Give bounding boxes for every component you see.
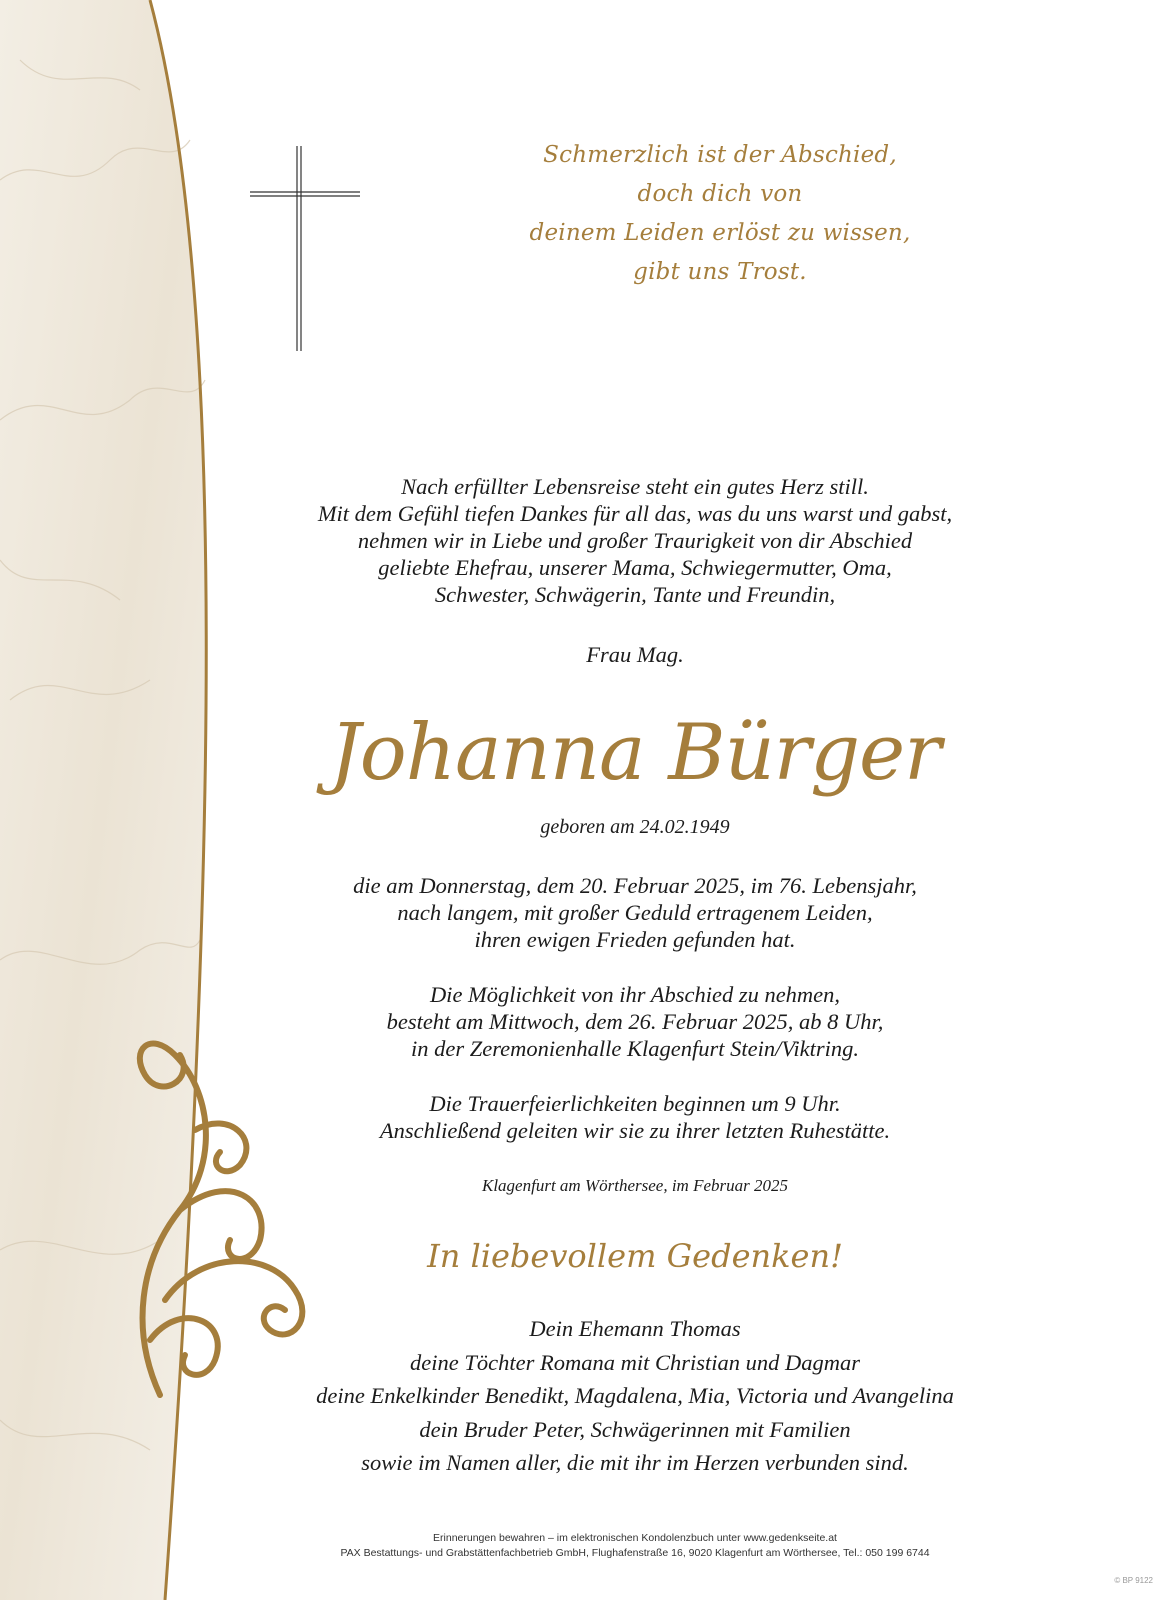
intro-line: Nach erfüllter Lebensreise steht ein gutes Herz still. [401,474,869,499]
ceremony-paragraph [250,1090,1020,1144]
quote-line: gibt uns Trost. [633,259,807,285]
family-line: sowie im Namen aller, die mit ihr im Herzen verbunden sind. [361,1450,909,1475]
intro-line: Schwester, Schwägerin, Tante und Freundin, [434,582,836,607]
intro-paragraph [250,473,1020,608]
intro-line: Mit dem Gefühl tiefen Dankes für all das, was du uns warst und gabst, [317,501,953,526]
death-line: ihren ewigen Frieden gefunden hat. [474,927,796,952]
viewing-paragraph [250,981,1020,1062]
quote-line: doch dich von [637,181,803,207]
quote-line: deinem Leiden erlöst zu wissen, [529,220,911,246]
footer-condolence-line: Erinnerungen bewahren – im elektronischen Kondolenzbuch unter www.gedenkseite.at [433,1532,837,1544]
farewell-quote [480,136,960,292]
family-list [250,1312,1020,1480]
intro-line: geliebte Ehefrau, unserer Mama, Schwiegermutter, Oma, [378,555,892,580]
ceremony-line: Die Trauerfeierlichkeiten beginnen um 9 Uhr. [429,1091,841,1116]
quote-line: Schmerzlich ist der Abschied, [543,142,897,168]
birth-date: geboren am 24.02.1949 [540,816,730,838]
footer [250,1531,1020,1561]
ceremony-line: Anschließend geleiten wir sie zu ihrer letzten Ruhestätte. [379,1118,891,1143]
cross-icon [250,146,360,351]
death-paragraph [250,872,1020,953]
intro-line: nehmen wir in Liebe und großer Traurigkeit von dir Abschied [357,528,913,553]
place-date: Klagenfurt am Wörthersee, im Februar 2025 [482,1176,788,1195]
family-line: deine Töchter Romana mit Christian und Dagmar [410,1349,860,1375]
family-line: Dein Ehemann Thomas [529,1316,741,1341]
corner-code: © BP 9122 [1114,1576,1153,1585]
title-prefix: Frau Mag. [586,642,684,667]
footer-company-line: PAX Bestattungs- und Grabstättenfachbetrieb GmbH, Flughafenstraße 16, 9020 Klagenfurt am Wörthersee, Tel.: 050 199 6744 [340,1547,930,1559]
viewing-line: in der Zeremonienhalle Klagenfurt Stein/Viktring. [410,1036,860,1061]
viewing-line: besteht am Mittwoch, dem 26. Februar 2025, ab 8 Uhr, [386,1009,884,1034]
family-line: dein Bruder Peter, Schwägerinnen mit Familien [419,1416,851,1442]
death-line: nach langem, mit großer Geduld ertragenem Leiden, [397,900,873,925]
remembrance-heading: In liebevollem Gedenken! [427,1237,843,1275]
deceased-name: Johanna Bürger [329,708,941,798]
viewing-line: Die Möglichkeit von ihr Abschied zu nehmen, [429,982,841,1007]
family-line: deine Enkelkinder Benedikt, Magdalena, Mia, Victoria und Avangelina [316,1383,954,1408]
death-line: die am Donnerstag, dem 20. Februar 2025, im 76. Lebensjahr, [353,873,917,898]
